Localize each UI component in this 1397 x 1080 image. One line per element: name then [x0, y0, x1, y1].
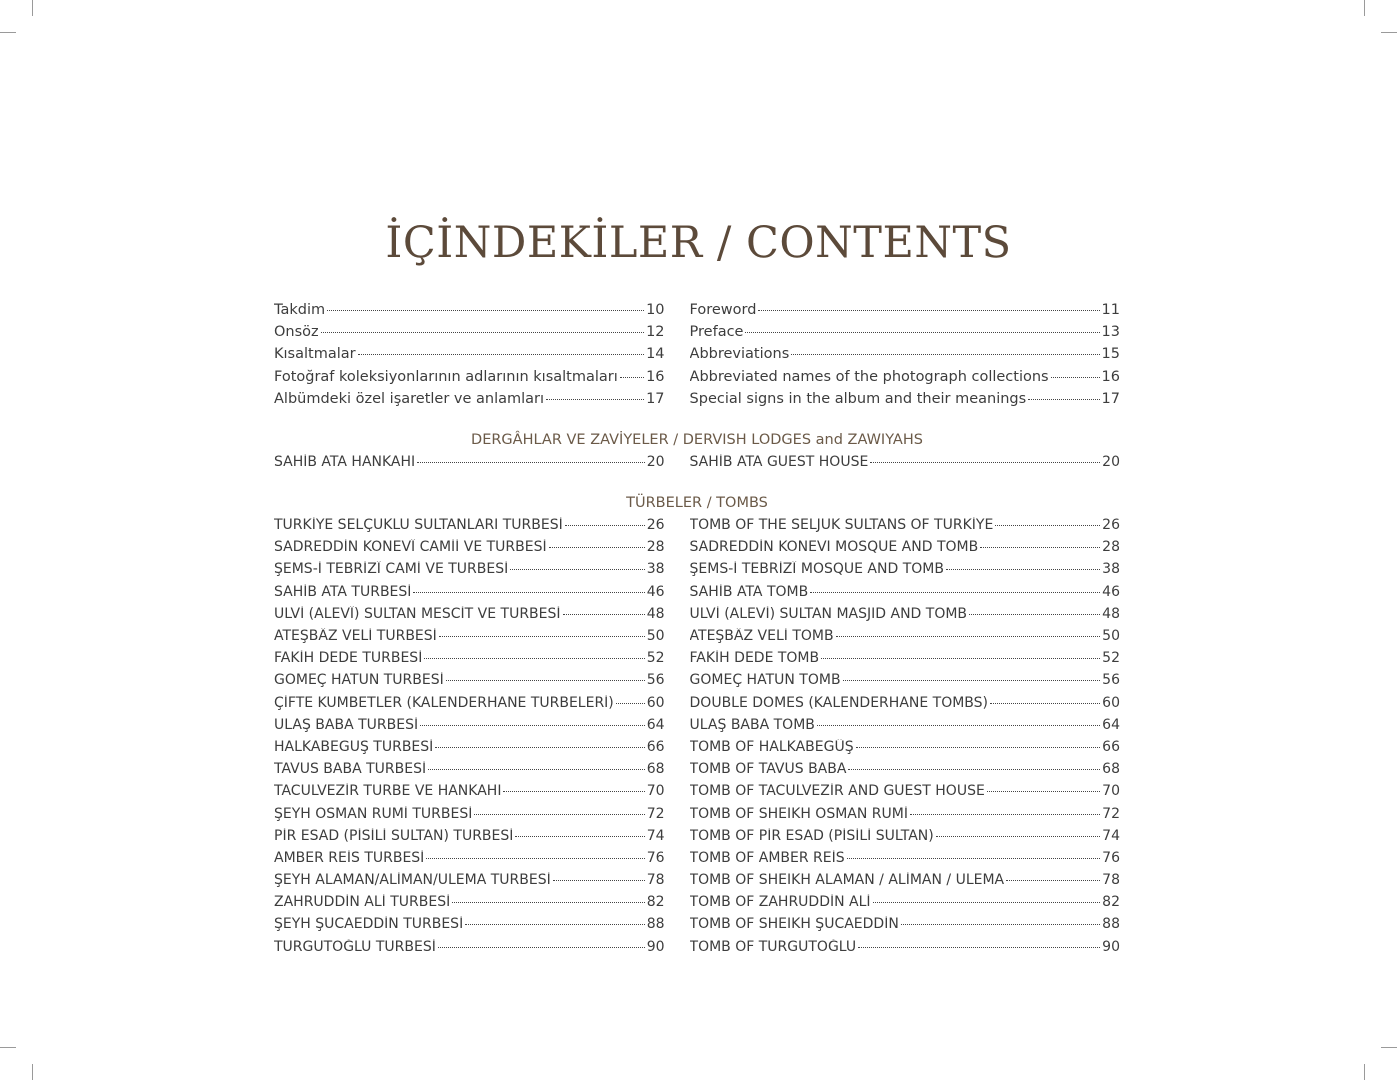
toc-entry-right[interactable] [690, 606, 1120, 622]
toc-entry-left[interactable] [274, 584, 665, 600]
toc-entry-title: SAHİB ATA HANKAHI [274, 454, 416, 471]
toc-row [274, 913, 1120, 935]
dot-leader [474, 813, 644, 815]
toc-entry-left[interactable] [274, 828, 665, 844]
toc-entry-title: ATEŞBÂZ VELİ TÜRBESİ [274, 628, 437, 645]
toc-page-number: 14 [646, 346, 665, 363]
toc-row [274, 936, 1120, 958]
toc-entry-right[interactable] [690, 939, 1120, 955]
dot-leader [843, 679, 1101, 681]
dot-leader [446, 679, 645, 681]
dot-leader [563, 613, 645, 615]
dot-leader [420, 724, 645, 726]
toc-page-number: 26 [646, 517, 665, 534]
toc-entry-left[interactable] [274, 850, 665, 866]
toc-page-number: 15 [1101, 346, 1120, 363]
dot-leader [745, 331, 1099, 333]
toc-page-number: 38 [646, 561, 665, 578]
toc-entry-right[interactable] [690, 454, 1120, 470]
toc-entry-right[interactable] [690, 324, 1120, 340]
dot-leader [873, 901, 1101, 903]
toc-row [274, 869, 1120, 891]
toc-entry-left[interactable] [274, 939, 665, 955]
toc-entry-left[interactable] [274, 391, 665, 407]
toc-entry-title: SADREDDİN KONEVÎ CAMİİ VE TÜRBESİ [274, 539, 547, 556]
toc-row [274, 451, 1120, 473]
toc-entry-title: Abbreviated names of the photograph collections [689, 368, 1049, 385]
toc-entry-right[interactable] [690, 584, 1120, 600]
toc-row [274, 514, 1120, 536]
toc-row [274, 736, 1120, 758]
toc-row [274, 536, 1120, 558]
toc-entry-right[interactable] [690, 561, 1120, 577]
crop-mark [0, 1047, 16, 1048]
dot-leader [856, 746, 1101, 748]
toc-entry-left[interactable] [274, 783, 665, 799]
toc-entry-title: DOUBLE DOMES (KALENDERHANE TOMBS) [689, 694, 989, 711]
section-heading: TÜRBELER / TOMBS [626, 495, 768, 511]
front-matter-list [274, 299, 1120, 410]
dot-leader [990, 702, 1100, 704]
toc-entry-left[interactable] [274, 454, 665, 470]
toc-entry-right[interactable] [690, 650, 1120, 666]
toc-row [274, 802, 1120, 824]
dot-leader [946, 568, 1100, 570]
toc-entry-title: ULAŞ BABA TOMB [689, 716, 815, 733]
toc-entry-left[interactable] [274, 561, 665, 577]
toc-entry-left[interactable] [274, 695, 665, 711]
toc-row [274, 847, 1120, 869]
toc-entry-title: TOMB OF ZAHRUDDİN ALİ [689, 894, 871, 911]
toc-page-number: 50 [1102, 628, 1120, 645]
toc-entry-title: TURGUTOĞLU TÜRBESİ [274, 938, 436, 955]
toc-entry-title: TÜRKİYE SELÇUKLU SULTANLARI TÜRBESİ [274, 517, 563, 534]
dot-leader [870, 461, 1100, 463]
crop-mark [32, 0, 33, 16]
dot-leader [465, 923, 645, 925]
toc-page-number: 66 [1102, 738, 1120, 755]
toc-page-number: 90 [646, 938, 665, 955]
dot-leader [901, 923, 1100, 925]
toc-entry-right[interactable] [690, 761, 1120, 777]
toc-entry-title: ATEŞBÂZ VELİ TOMB [689, 628, 834, 645]
toc-row [274, 558, 1120, 580]
dot-leader [620, 376, 644, 378]
dot-leader [858, 946, 1100, 948]
toc-entry-title: ŞEYH OSMAN RUMİ TÜRBESİ [274, 805, 473, 822]
crop-mark [1381, 1047, 1397, 1048]
toc-page-number: 28 [646, 539, 665, 556]
section-heading: DERGÂHLAR VE ZAVİYELER / DERVISH LODGES and ZAWIYAHS [471, 432, 923, 448]
toc-page-number: 76 [1102, 849, 1120, 866]
toc-page-number: 68 [646, 761, 665, 778]
dot-leader [758, 309, 1099, 311]
toc-page-number: 76 [646, 849, 665, 866]
toc-entry-title: Önsöz [274, 324, 319, 341]
toc-page-number: 88 [646, 916, 665, 933]
toc-entry-title: ULVİ (ALEVÎ) SULTAN MESCİT VE TÜRBESİ [274, 605, 561, 622]
dot-leader [452, 901, 644, 903]
toc-entry-title: SAHİB ATA TOMB [689, 583, 809, 600]
toc-entry-title: TOMB OF SHEIKH ALAMAN / ALİMAN / ULEMA [689, 872, 1005, 889]
toc-page-number: 90 [1102, 938, 1120, 955]
toc-page-number: 52 [1102, 650, 1120, 667]
toc-entry-right[interactable] [690, 672, 1120, 688]
toc-entry-right[interactable] [690, 783, 1120, 799]
toc-page-number: 68 [1102, 761, 1120, 778]
toc-entry-right[interactable] [690, 346, 1120, 362]
toc-entry-title: TOMB OF HALKABEGÛŞ [689, 738, 854, 755]
dot-leader [616, 702, 645, 704]
toc-row [274, 647, 1120, 669]
page-title: İÇİNDEKİLER / CONTENTS [385, 218, 1012, 268]
toc-page-number: 60 [1102, 694, 1120, 711]
toc-entry-right[interactable] [690, 850, 1120, 866]
dot-leader [510, 568, 644, 570]
toc-entry-left[interactable] [274, 369, 665, 385]
toc-entry-title: ZAHRUDDİN ALİ TÜRBESİ [274, 894, 451, 911]
dot-leader [987, 790, 1100, 792]
toc-entry-left[interactable] [274, 650, 665, 666]
toc-page-number: 66 [646, 738, 665, 755]
dot-leader [995, 524, 1100, 526]
dot-leader [821, 657, 1100, 659]
dot-leader [810, 591, 1100, 593]
dot-leader [546, 398, 644, 400]
toc-entry-title: TOMB OF SHEIKH OSMAN RUMİ [689, 805, 908, 822]
toc-entry-right[interactable] [690, 872, 1120, 888]
toc-page-number: 70 [646, 783, 665, 800]
dot-leader [503, 790, 644, 792]
toc-row [274, 714, 1120, 736]
toc-page-number: 70 [1102, 783, 1120, 800]
dot-leader [435, 746, 644, 748]
toc-page-number: 52 [646, 650, 665, 667]
dot-leader [327, 309, 644, 311]
section-dervish-lodges [274, 429, 1120, 473]
toc-page-number: 48 [646, 605, 665, 622]
dot-leader [817, 724, 1100, 726]
toc-entry-left[interactable] [274, 606, 665, 622]
toc-row [274, 669, 1120, 691]
toc-entry-title: TAVUS BABA TÜRBESİ [274, 761, 427, 778]
toc-entry-right[interactable] [690, 369, 1120, 385]
dot-leader [980, 546, 1100, 548]
toc-row [274, 321, 1120, 343]
toc-entry-title: Albümdeki özel işaretler ve anlamları [274, 390, 545, 407]
toc-entry-right[interactable] [690, 695, 1120, 711]
toc-entry-right[interactable] [690, 894, 1120, 910]
dot-leader [358, 353, 645, 355]
dot-leader [565, 524, 645, 526]
dot-leader [553, 879, 645, 881]
toc-page-number: 56 [1102, 672, 1120, 689]
toc-page-number: 38 [1102, 561, 1120, 578]
toc-page-number: 11 [1101, 302, 1120, 319]
toc-entry-title: Takdim [274, 302, 326, 319]
crop-mark [0, 32, 16, 33]
dot-leader [438, 946, 645, 948]
toc-page-number: 88 [1102, 916, 1120, 933]
toc-entry-title: ŞEYH ALAMAN/ALİMAN/ULEMA TÜRBESİ [274, 872, 551, 889]
toc-page-number: 82 [646, 894, 665, 911]
dot-leader [428, 768, 645, 770]
toc-entry-title: Preface [689, 324, 744, 341]
toc-page-number: 20 [646, 454, 665, 471]
dot-leader [417, 461, 645, 463]
toc-entry-left[interactable] [274, 916, 665, 932]
toc-entry-title: TOMB OF SHEIKH ŞÜCAEDDİN [689, 916, 899, 933]
toc-entry-title: AMBER REİS TÜRBESİ [274, 849, 425, 866]
toc-entry-right[interactable] [690, 391, 1120, 407]
toc-page-number: 72 [1102, 805, 1120, 822]
crop-mark [1381, 32, 1397, 33]
toc-page-number: 72 [646, 805, 665, 822]
dot-leader [439, 635, 645, 637]
toc-entry-left[interactable] [274, 894, 665, 910]
section-tombs [274, 492, 1120, 958]
toc-entry-left[interactable] [274, 346, 665, 362]
toc-page-number: 16 [646, 368, 665, 385]
toc-entry-title: GÖMEÇ HATUN TÜRBESİ [274, 672, 444, 689]
dot-leader [549, 546, 645, 548]
toc-page-number: 13 [1101, 324, 1120, 341]
toc-entry-left[interactable] [274, 628, 665, 644]
toc-page-number: 17 [1101, 390, 1120, 407]
toc-page-number: 60 [646, 694, 665, 711]
toc-page-number: 82 [1102, 894, 1120, 911]
toc-entry-title: Foreword [689, 302, 757, 319]
toc-page-number: 48 [1102, 605, 1120, 622]
toc-entry-right[interactable] [690, 628, 1120, 644]
toc-entry-title: ŞEYH ŞÜCAEDDİN TÜRBESİ [274, 916, 464, 933]
dot-leader [515, 835, 644, 837]
dot-leader [847, 857, 1101, 859]
toc-entry-title: FAKİH DEDE TOMB [689, 650, 820, 667]
toc-row [274, 603, 1120, 625]
toc-row [274, 692, 1120, 714]
toc-entry-right[interactable] [690, 302, 1120, 318]
toc-entry-right[interactable] [690, 806, 1120, 822]
toc-entry-left[interactable] [274, 739, 665, 755]
toc-entry-title: GÖMEÇ HATUN TOMB [689, 672, 841, 689]
toc-entry-title: TOMB OF THE SELJUK SULTANS OF TÜRKİYE [689, 517, 994, 534]
dot-leader [424, 657, 644, 659]
toc-entry-left[interactable] [274, 672, 665, 688]
toc-entry-title: ŞEMS-İ TEBRİZÎ MOSQUE AND TOMB [689, 561, 944, 578]
toc-page-number: 46 [1102, 583, 1120, 600]
toc-page-number: 16 [1101, 368, 1120, 385]
dot-leader [1028, 398, 1099, 400]
toc-entry-title: Fotoğraf koleksiyonlarının adlarının kısaltmaları [274, 368, 618, 385]
toc-page-number: 64 [1102, 716, 1120, 733]
dot-leader [426, 857, 644, 859]
toc-row [274, 343, 1120, 365]
toc-entry-title: ŞEMS-İ TEBRİZÎ CAMİ VE TÜRBESİ [274, 561, 509, 578]
toc-entry-left[interactable] [274, 761, 665, 777]
crop-mark [1364, 0, 1365, 16]
toc-entry-left[interactable] [274, 517, 665, 533]
toc-entry-title: ÇİFTE KÜMBETLER (KALENDERHANE TÜRBELERİ) [274, 694, 614, 711]
crop-mark [1364, 1064, 1365, 1080]
toc-page-number: 20 [1102, 454, 1120, 471]
toc-entry-title: Special signs in the album and their meanings [689, 390, 1027, 407]
toc-page-number: 17 [646, 390, 665, 407]
toc-row [274, 758, 1120, 780]
toc-row [274, 891, 1120, 913]
toc-row [274, 625, 1120, 647]
toc-page-number: 56 [646, 672, 665, 689]
toc-entry-right[interactable] [690, 717, 1120, 733]
dot-leader [848, 768, 1100, 770]
toc-entry-title: Abbreviations [689, 346, 790, 363]
toc-row [274, 581, 1120, 603]
toc-entry-left[interactable] [274, 717, 665, 733]
toc-entry-right[interactable] [690, 539, 1120, 555]
dot-leader [910, 813, 1100, 815]
toc-row [274, 388, 1120, 410]
dot-leader [936, 835, 1100, 837]
toc-page-number: 28 [1102, 539, 1120, 556]
toc-page-number: 50 [646, 628, 665, 645]
toc-entry-right[interactable] [690, 739, 1120, 755]
toc-entry-title: TOMB OF PİR ESAD (PİSİLİ SULTAN) [689, 827, 934, 844]
toc-entry-title: HALKABEGÜŞ TÜRBESİ [274, 738, 434, 755]
dot-leader [1051, 376, 1100, 378]
toc-entry-title: TACÜLVEZİR TÜRBE VE HANKAHI [274, 783, 502, 800]
toc-page-number: 64 [646, 716, 665, 733]
toc-page-number: 26 [1102, 517, 1120, 534]
toc-row [274, 366, 1120, 388]
toc-entry-title: SAHİB ATA TÜRBESİ [274, 583, 412, 600]
toc-entry-left[interactable] [274, 872, 665, 888]
toc-entry-title: SAHİB ATA GUEST HOUSE [689, 454, 869, 471]
toc-entry-title: TOMB OF TURGUTOĞLU [689, 938, 857, 955]
toc-page-number: 74 [646, 827, 665, 844]
toc-entry-title: TOMB OF TAVUS BABA [689, 761, 847, 778]
toc-entry-right[interactable] [690, 828, 1120, 844]
toc-page-number: 78 [1102, 872, 1120, 889]
dot-leader [321, 331, 644, 333]
toc-row [274, 299, 1120, 321]
toc-entry-right[interactable] [690, 916, 1120, 932]
dot-leader [791, 353, 1099, 355]
toc-entry-title: ULVİ (ALEVİ) SULTAN MASJID AND TOMB [689, 605, 968, 622]
dot-leader [969, 613, 1100, 615]
toc-page-number: 46 [646, 583, 665, 600]
toc-page-number: 10 [646, 302, 665, 319]
toc-entry-right[interactable] [690, 517, 1120, 533]
toc-entry-title: TOMB OF TACÜLVEZİR AND GUEST HOUSE [689, 783, 985, 800]
toc-page-number: 74 [1102, 827, 1120, 844]
toc-page-number: 12 [646, 324, 665, 341]
toc-row [274, 780, 1120, 802]
crop-mark [32, 1064, 33, 1080]
toc-entry-left[interactable] [274, 806, 665, 822]
toc-entry-title: SADREDDİN KONEVI MOSQUE AND TOMB [689, 539, 979, 556]
toc-entry-left[interactable] [274, 539, 665, 555]
toc-entry-title: PİR ESAD (PİSİLİ SULTAN) TÜRBESİ [274, 827, 514, 844]
toc-entry-title: FAKİH DEDE TÜRBESİ [274, 650, 423, 667]
dot-leader [836, 635, 1101, 637]
toc-entry-title: Kısaltmalar [274, 346, 356, 363]
dot-leader [413, 591, 644, 593]
dot-leader [1006, 879, 1100, 881]
toc-page-number: 78 [646, 872, 665, 889]
toc-entry-title: ULAŞ BABA TÜRBESİ [274, 716, 419, 733]
toc-entry-left[interactable] [274, 302, 665, 318]
toc-entry-left[interactable] [274, 324, 665, 340]
toc-row [274, 825, 1120, 847]
toc-entry-title: TOMB OF AMBER REİS [689, 849, 845, 866]
